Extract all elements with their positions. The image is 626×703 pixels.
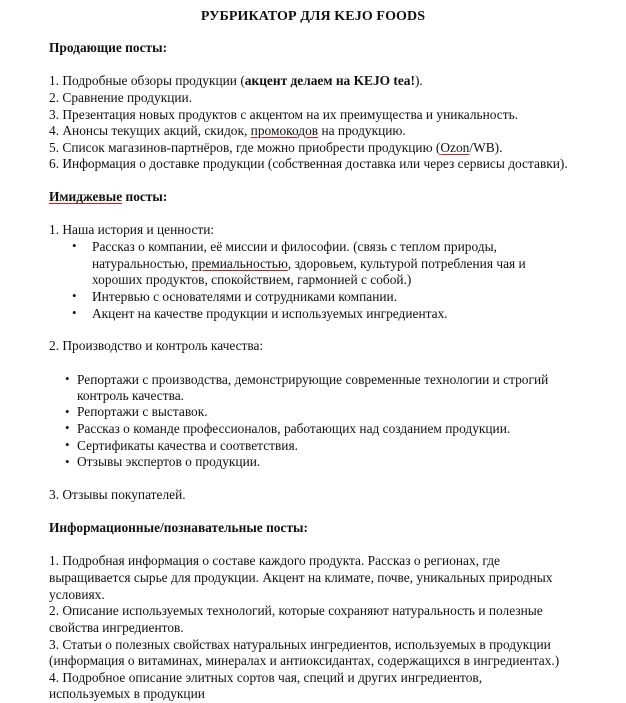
spellcheck-word[interactable]: Ozon bbox=[440, 140, 470, 155]
spellcheck-word[interactable]: Имиджевые bbox=[49, 189, 123, 204]
info-line: условиях. bbox=[49, 587, 105, 602]
image-sub1-bullet-1-line-1: Рассказ о компании, её миссии и философии. (связь с теплом природы, bbox=[92, 239, 497, 254]
image-sub1-bullet-3: Акцент на качестве продукции и используемых ингредиентах. bbox=[92, 306, 448, 321]
info-line: (информация о витаминах, минералах и антиоксидантах, содержащихся в ингредиентах.) bbox=[49, 653, 560, 668]
image-sub3-label: 3. Отзывы покупателей. bbox=[49, 487, 186, 502]
heading-image-posts bbox=[49, 189, 167, 206]
bullet-icon: • bbox=[65, 404, 70, 419]
info-line: свойства ингредиентов. bbox=[49, 620, 184, 635]
image-sub2-bullet-5: Отзывы экспертов о продукции. bbox=[77, 454, 261, 469]
info-line: 3. Статьи о полезных свойствах натуральных ингредиентов, используемых в продукции bbox=[49, 637, 551, 652]
image-sub2-bullet-1-line-1: Репортажи с производства, демонстрирующие современные технологии и строгий bbox=[77, 372, 549, 387]
text: , здоровьем, культурой потребления чая и bbox=[287, 256, 526, 271]
bullet-icon: • bbox=[65, 437, 70, 452]
bullet-icon: • bbox=[72, 238, 77, 253]
text: 1. Подробные обзоры продукции ( bbox=[49, 73, 245, 88]
heading-selling-posts: Продающие посты: bbox=[49, 40, 168, 55]
bullet-icon: • bbox=[72, 305, 77, 320]
selling-item-3: 3. Презентация новых продуктов с акцентом на их преимущества и уникальность. bbox=[49, 107, 519, 122]
selling-item-2: 2. Сравнение продукции. bbox=[49, 90, 193, 105]
selling-item-1 bbox=[49, 73, 423, 90]
image-sub2-label: 2. Производство и контроль качества: bbox=[49, 338, 264, 353]
selling-item-6: 6. Информация о доставке продукции (собственная доставка или через сервисы доставки). bbox=[49, 156, 568, 171]
image-sub2-bullet-3: Рассказ о команде профессионалов, работающих над созданием продукции. bbox=[77, 421, 511, 436]
image-sub2-bullet-2: Репортажи с выставок. bbox=[77, 404, 208, 419]
image-sub1-bullet-1-line-2 bbox=[92, 256, 526, 273]
text: ). bbox=[414, 73, 423, 88]
info-line: 4. Подробное описание элитных сортов чая, специй и других ингредиентов, bbox=[49, 670, 483, 685]
bold-accent: акцент делаем на KEJO tea! bbox=[244, 73, 415, 88]
text: натуральностью, bbox=[92, 256, 192, 271]
info-line: используемых в продукции bbox=[49, 686, 205, 701]
bullet-icon: • bbox=[72, 288, 77, 303]
spellcheck-word[interactable]: промокодов bbox=[250, 123, 319, 138]
image-sub2-bullet-1-line-2: контроль качества. bbox=[77, 388, 185, 403]
info-line: 1. Подробная информация о составе каждого продукта. Рассказ о регионах, где bbox=[49, 553, 500, 568]
text: посты: bbox=[122, 189, 168, 204]
selling-item-5 bbox=[49, 140, 503, 157]
selling-item-4 bbox=[49, 123, 406, 140]
bullet-icon: • bbox=[65, 420, 70, 435]
image-sub1-bullet-1-line-3: хороших продуктов, спокойствием, гармонией с собой.) bbox=[92, 272, 412, 287]
text: /WB). bbox=[469, 140, 503, 155]
text: на продукцию. bbox=[318, 123, 406, 138]
image-sub1-bullet-2: Интервью с основателями и сотрудниками компании. bbox=[92, 289, 398, 304]
heading-info-posts: Информационные/познавательные посты: bbox=[49, 520, 308, 535]
text: 5. Список магазинов-партнёров, где можно приобрести продукцию ( bbox=[49, 140, 441, 155]
document-title: РУБРИКАТОР ДЛЯ KEJO FOODS bbox=[200, 9, 426, 24]
info-line: выращивается сырье для продукции. Акцент на климате, почве, уникальных природных bbox=[49, 570, 553, 585]
text: 4. Анонсы текущих акций, скидок, bbox=[49, 123, 251, 138]
image-sub2-bullet-4: Сертификаты качества и соответствия. bbox=[77, 438, 298, 453]
bullet-icon: • bbox=[65, 454, 70, 469]
bullet-icon: • bbox=[65, 371, 70, 386]
info-line: 2. Описание используемых технологий, которые сохраняют натуральность и полезные bbox=[49, 603, 543, 618]
spellcheck-word[interactable]: премиальностью bbox=[191, 256, 288, 271]
image-sub1-label: 1. Наша история и ценности: bbox=[49, 222, 215, 237]
